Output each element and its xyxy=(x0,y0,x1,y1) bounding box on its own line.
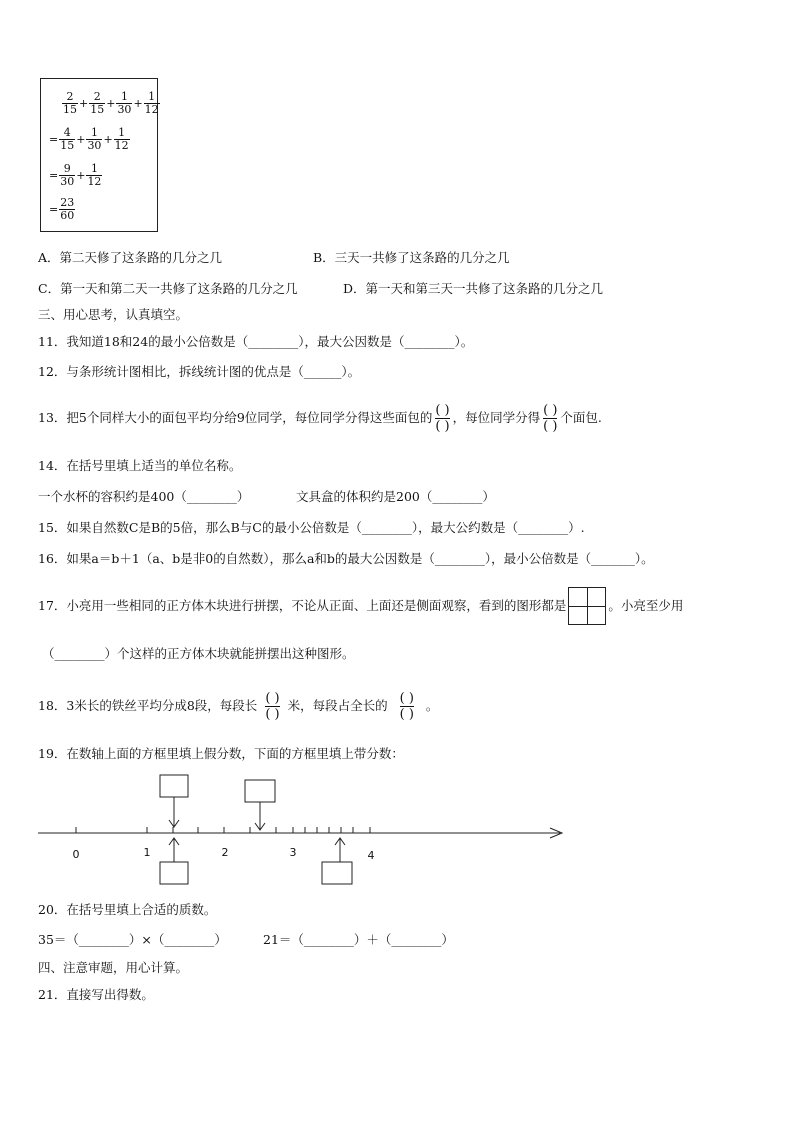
question-17: 17．小亮用一些相同的正方体木块进行拼摆，不论从正面、上面还是侧面观察，看到的图形都是 。小亮至少用 xyxy=(38,584,683,628)
square-grid-icon xyxy=(568,587,606,625)
blank-fraction[interactable]: ( ) ( ) xyxy=(265,690,280,722)
calculation-box xyxy=(40,78,158,232)
calc-row-1: $\frac{2}{15}$ + $\frac{2}{15}$ + $\frac{1}{30}$ + $\frac{1}{12}$ xyxy=(63,90,159,116)
answer-box-lower xyxy=(322,862,352,884)
question-11: 11．我知道18和24的最小公倍数是（________），最大公因数是（________）。 xyxy=(38,334,474,349)
number-line-diagram xyxy=(0,770,794,890)
axis-label-4: 4 xyxy=(367,849,375,862)
question-21: 21．直接写出得数。 xyxy=(38,987,154,1002)
question-20: 20．在括号里填上合适的质数。 xyxy=(38,902,217,917)
question-14-b: 文具盒的体积约是200（________） xyxy=(296,489,495,504)
question-19: 19．在数轴上面的方框里填上假分数，下面的方框里填上带分数： xyxy=(38,746,404,761)
axis-label-1: 1 xyxy=(143,846,151,859)
axis-label-3: 3 xyxy=(289,846,297,859)
question-20-a: 35＝（________）×（________） xyxy=(38,932,227,947)
answer-box-lower xyxy=(160,862,188,884)
axis-label-2: 2 xyxy=(221,846,229,859)
blank-fraction[interactable]: ( ) ( ) xyxy=(543,402,558,434)
question-13: 13．把5个同样大小的面包平均分给9位同学，每位同学分得这些面包的 ( ) ( ) ，每位同学分得 ( ) ( ) 个面包. xyxy=(38,402,602,434)
calc-row-2: = $\frac{4}{15}$ + $\frac{1}{30}$ + $\frac{1}{12}$ xyxy=(49,126,129,152)
option-d: D．第一天和第三天一共修了这条路的几分之几 xyxy=(343,281,604,296)
fraction: $\frac{1}{30}$ xyxy=(117,90,132,116)
blank-fraction[interactable]: ( ) ( ) xyxy=(435,402,450,434)
calc-row-3: = $\frac{9}{30}$ + $\frac{1}{12}$ xyxy=(49,162,102,188)
fraction: $\frac{2}{15}$ xyxy=(90,90,105,116)
answer-box-upper xyxy=(160,775,188,797)
question-17-line2: （________）个这样的正方体木块就能拼摆出这种图形。 xyxy=(42,646,355,661)
fraction: $\frac{2}{15}$ xyxy=(63,90,77,116)
fraction: $\frac{9}{30}$ xyxy=(60,162,75,188)
answer-box-upper xyxy=(245,780,275,802)
section-heading-4: 四、注意审题，用心计算。 xyxy=(38,960,189,975)
blank-fraction[interactable]: ( ) ( ) xyxy=(399,690,414,722)
option-c: C．第一天和第二天一共修了这条路的几分之几 xyxy=(38,281,298,296)
question-14-a: 一个水杯的容积约是400（________） xyxy=(38,489,250,504)
fraction: $\frac{1}{12}$ xyxy=(114,126,129,152)
question-14: 14．在括号里填上适当的单位名称。 xyxy=(38,458,242,473)
fraction: $\frac{1}{12}$ xyxy=(144,90,159,116)
fraction: $\frac{23}{60}$ xyxy=(60,196,75,222)
option-b: B．三天一共修了这条路的几分之几 xyxy=(313,250,510,265)
question-15: 15．如果自然数C是B的5倍，那么B与C的最小公倍数是（________），最大公约数是（________）. xyxy=(38,520,585,535)
option-a: A．第二天修了这条路的几分之几 xyxy=(38,250,223,265)
question-12: 12．与条形统计图相比，拆线统计图的优点是（______）。 xyxy=(38,364,361,379)
question-18: 18．3米长的铁丝平均分成8段，每段长 ( ) ( ) 米，每段占全长的 ( ) ( ) 。 xyxy=(38,690,439,722)
calc-row-4: = $\frac{23}{60}$ xyxy=(49,196,75,222)
section-heading-3: 三、用心思考，认真填空。 xyxy=(38,307,189,322)
question-20-b: 21＝（________）＋（________） xyxy=(263,932,454,947)
fraction: $\frac{1}{30}$ xyxy=(87,126,102,152)
question-16: 16．如果a＝b＋1（a、b是非0的自然数），那么a和b的最大公因数是（________），最小公倍数是（_______）。 xyxy=(38,551,654,566)
fraction: $\frac{1}{12}$ xyxy=(87,162,102,188)
axis-label-0: 0 xyxy=(72,848,80,861)
fraction: $\frac{4}{15}$ xyxy=(60,126,75,152)
